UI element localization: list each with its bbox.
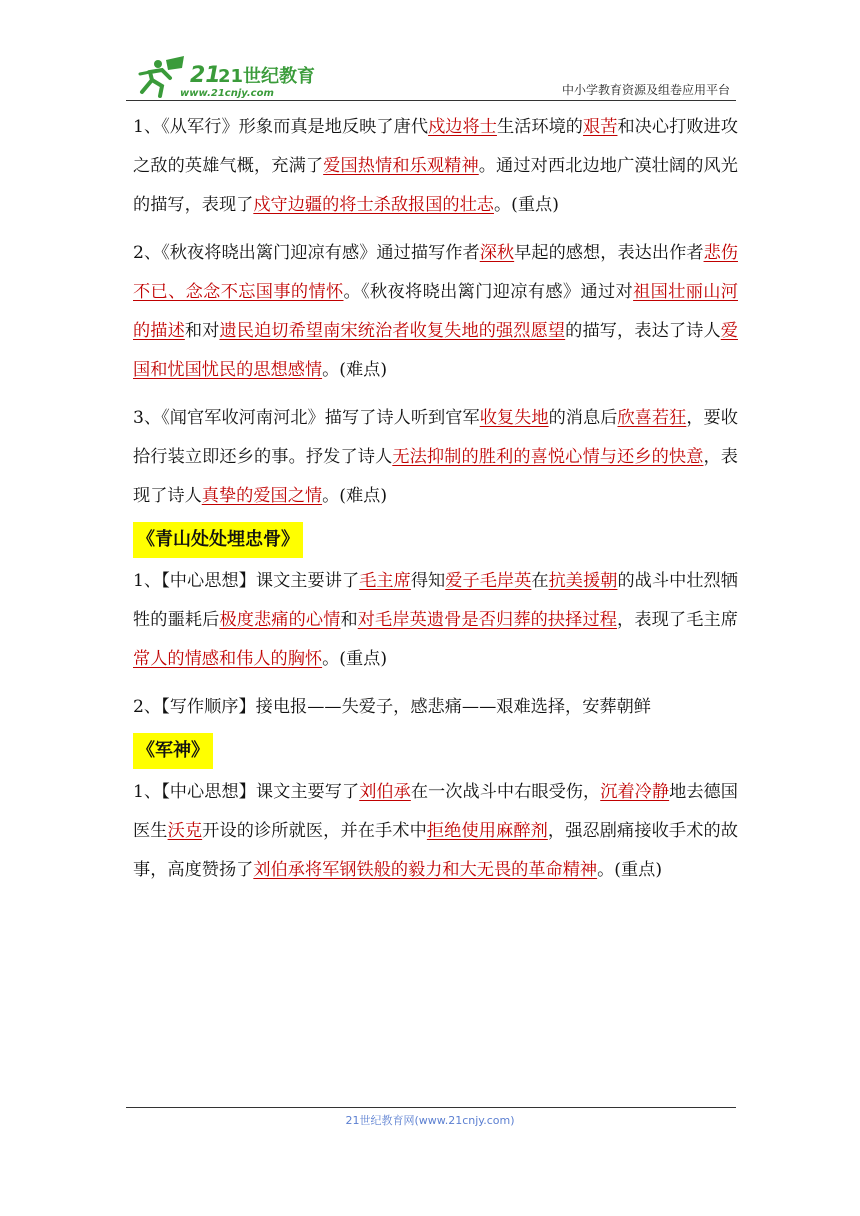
key-phrase: 常人的情感和伟人的胸怀 [133, 649, 323, 669]
svg-text:21: 21 [190, 63, 221, 88]
document-body [133, 108, 738, 890]
text-run: 的战斗中壮烈牺牲的噩耗后 [133, 571, 738, 630]
page-header [126, 52, 736, 102]
svg-text:www.21cnjy.com: www.21cnjy.com [180, 88, 274, 99]
key-phrase: 欣喜若狂 [617, 408, 687, 428]
key-phrase: 真挚的爱国之情 [201, 486, 323, 506]
text-run: ，表现了诗人 [133, 447, 738, 506]
section-title: 《军神》 [133, 733, 213, 769]
text-run: ，表现了毛主席 [617, 610, 738, 630]
header-divider [126, 100, 736, 101]
key-phrase: 艰苦 [583, 117, 618, 137]
key-phrase: 抗美援朝 [548, 571, 618, 591]
text-run: ，要收拾行装立即还乡的事。抒发了诗人 [133, 408, 738, 467]
text-run: 和 [340, 610, 358, 630]
text-run: 生活环境的 [496, 117, 584, 137]
text-run: 。通过对西北边地广漠壮阔的风光的描写，表现了 [133, 156, 738, 215]
paragraph [133, 108, 738, 225]
key-phrase: 刘伯承 [359, 782, 411, 802]
key-phrase: 戍守边疆的将士杀敌报国的壮志 [253, 195, 494, 215]
text-run: 。(难点) [322, 486, 388, 506]
text-run: 1、【中心思想】课文主要讲了 [133, 571, 360, 591]
key-phrase: 遗民迫切希望南宋统治者收复失地的强烈愿望 [219, 321, 566, 341]
footer-text: 21世纪教育网(www.21cnjy.com) [345, 1114, 515, 1127]
text-run: 早起的感想，表达出作者 [514, 243, 704, 263]
svg-text:21世纪教育: 21世纪教育 [218, 66, 316, 87]
text-run: 1、【中心思想】课文主要写了 [133, 782, 360, 802]
key-phrase: 刘伯承将军钢铁般的毅力和大无畏的革命精神 [253, 860, 598, 880]
text-run: 的消息后 [548, 408, 618, 428]
key-phrase: 沃克 [167, 821, 203, 841]
text-run: 开设的诊所就医，并在手术中 [202, 821, 427, 841]
text-run: 地去德国医生 [133, 782, 738, 841]
text-run: 。(重点) [322, 649, 388, 669]
platform-name: 中小学教育资源及组卷应用平台 [561, 83, 730, 97]
key-phrase: 悲伤不已、念念不忘国事的情怀 [133, 243, 738, 302]
key-phrase: 收复失地 [479, 408, 549, 428]
key-phrase: 沉着冷静 [600, 782, 670, 802]
key-phrase: 祖国壮丽山河的描述 [133, 282, 738, 341]
text-run: ，强忍剧痛接收手术的故事，高度赞扬了 [133, 821, 738, 880]
text-run: 。(难点) [322, 360, 388, 380]
paragraph [133, 688, 738, 727]
text-run: 3、《闻官军收河南河北》描写了诗人听到官军 [133, 408, 480, 428]
paragraph [133, 773, 738, 890]
text-run: 2、《秋夜将晓出篱门迎凉有感》通过描写作者 [133, 243, 480, 263]
key-phrase: 爱子毛岸英 [445, 571, 532, 591]
key-phrase: 深秋 [479, 243, 515, 263]
text-run: 和决心打败进攻之敌的英雄气概，充满了 [133, 117, 738, 176]
site-logo [132, 52, 332, 100]
key-phrase: 爱国和忧国忧民的思想感情 [133, 321, 738, 380]
text-run: 2、【写作顺序】接电报——失爱子，感悲痛——艰难选择，安葬朝鲜 [133, 697, 651, 717]
paragraph [133, 562, 738, 679]
text-run: 在一次战斗中右眼受伤， [410, 782, 601, 802]
section-title: 《青山处处埋忠骨》 [133, 522, 303, 558]
paragraph [133, 234, 738, 390]
key-phrase: 毛主席 [359, 571, 411, 591]
key-phrase: 无法抑制的胜利的喜悦心情与还乡的快意 [392, 447, 704, 467]
text-run: 。《秋夜将晓出篱门迎凉有感》通过对 [343, 282, 634, 302]
key-phrase: 极度悲痛的心情 [219, 610, 341, 630]
text-run: 。(重点) [493, 195, 559, 215]
footer-divider [126, 1107, 736, 1108]
text-run: 和对 [184, 321, 220, 341]
key-phrase: 戍边将士 [428, 117, 497, 137]
runner-logo-icon [132, 52, 332, 100]
text-run: 。(重点) [597, 860, 663, 880]
text-run: 得知 [410, 571, 446, 591]
key-phrase: 对毛岸英遗骨是否归葬的抉择过程 [357, 610, 618, 630]
key-phrase: 拒绝使用麻醉剂 [426, 821, 548, 841]
text-run: 在 [531, 571, 549, 591]
key-phrase: 爱国热情和乐观精神 [323, 156, 479, 176]
text-run: 1、《从军行》形象而真是地反映了唐代 [133, 117, 429, 137]
text-run: 的描写，表达了诗人 [565, 321, 721, 341]
paragraph [133, 399, 738, 516]
